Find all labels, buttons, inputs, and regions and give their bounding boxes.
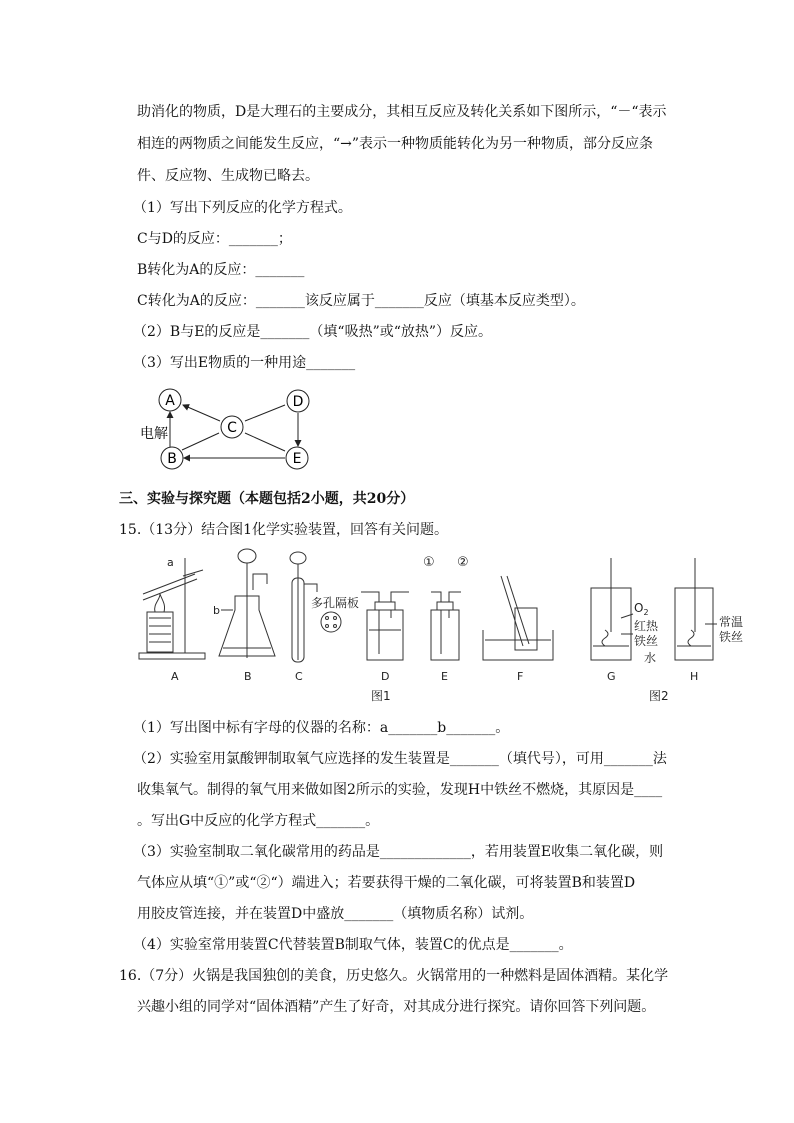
q14-part3: （3）写出E物质的一种用途_______ [133,355,356,371]
svg-text:D: D [292,394,304,410]
label-b: B [244,670,252,683]
section-3-title: 三、实验与探究题（本题包括2小题，共20分） [119,491,415,507]
node-a [159,389,181,411]
q15-part1: （1）写出图中标有字母的仪器的名称：a_______b_______。 [133,720,510,736]
q14-ba-reaction: B转化为A的反应：_______ [137,262,305,278]
svg-text:C: C [227,420,237,436]
q14-part1: （1）写出下列反应的化学方程式。 [133,200,352,216]
label-a: A [171,670,179,683]
hot-wire-label-2: 铁丝 [634,634,659,648]
label-e: E [441,670,448,683]
node-b [161,447,183,469]
q14-line2: 相连的两物质之间能发生反应，“→”表示一种物质能转化为另一种物质，部分反应条 [137,136,654,152]
q14-line3: 件、反应物、生成物已略去。 [137,168,319,184]
q15-part2-line2: 收集氧气。制得的氧气用来做如图2所示的实验，发现H中铁丝不燃烧，其原因是____ [137,782,663,798]
node-d [287,390,309,412]
q16-line1: 16.（7分）火锅是我国独创的美食，历史悠久。火锅常用的一种燃料是固体酒精。某化学 [119,968,669,984]
q15-stem: 15.（13分）结合图1化学实验装置，回答有关问题。 [119,522,448,538]
electrolysis-label: 电解 [140,426,168,442]
q15-part2-line3: 。写出G中反应的化学方程式_______。 [137,813,380,829]
svg-text:E: E [292,451,302,467]
q15-part2-line1: （2）实验室用氯酸钾制取氧气应选择的发生装置是_______（填代号），可用_______法 [133,751,667,767]
fig2-caption: 图2 [649,689,669,703]
apparatus-f [483,576,553,660]
apparatus-h [675,558,717,660]
mark-a: a [167,556,174,569]
svg-text:A: A [165,393,175,409]
porous-plate-label: 多孔隔板 [311,596,360,610]
fig1-caption: 图1 [371,689,391,703]
label-f: F [517,670,524,683]
apparatus-figure [135,548,755,706]
label-c: C [295,670,303,683]
room-temp-label-2: 铁丝 [719,630,744,644]
apparatus-g [591,558,633,660]
q15-part4: （4）实验室常用装置C代替装置B制取气体，装置C的优点是_______。 [133,937,573,953]
q14-ca-reaction: C转化为A的反应：_______该反应属于_______反应（填基本反应类型）。 [137,293,585,309]
reaction-diagram [135,383,325,473]
room-temp-label-1: 常温 [719,615,744,629]
port-2: ② [457,555,469,570]
q15-part3-line2: 气体应从填“①”或“②“）端进入；若要获得干燥的二氧化碳，可将装置B和装置D [137,875,636,891]
label-h: H [690,670,699,683]
apparatus-d [361,592,409,660]
q14-line1: 助消化的物质，D是大理石的主要成分，其相互反应及转化关系如下图所示，“－“表示 [137,104,667,120]
hot-wire-label-1: 红热 [634,619,659,633]
q15-part3-line3: 用胶皮管连接，并在装置D中盛放_______（填物质名称）试剂。 [137,906,534,922]
node-c [221,416,243,438]
water-label: 水 [644,651,657,665]
apparatus-e [431,592,461,660]
q14-cd-reaction: C与D的反应：_______； [137,231,292,247]
q15-part3-line1: （3）实验室制取二氧化碳常用的药品是_____________，若用装置E收集二氧化碳，则 [133,844,664,860]
o2-label: $O_2$ [634,601,649,617]
q16-line2: 兴趣小组的同学对“固体酒精”产生了好奇，对其成分进行探究。请你回答下列问题。 [137,999,656,1015]
node-e [286,447,308,469]
svg-text:B: B [167,451,177,467]
mark-b: b [213,604,220,617]
label-g: G [607,670,616,683]
q14-part2: （2）B与E的反应是_______（填“吸热”或“放热”）反应。 [133,324,493,340]
label-d: D [381,670,390,683]
apparatus-b [219,549,275,658]
port-1: ① [423,555,435,570]
apparatus-a [139,558,205,659]
